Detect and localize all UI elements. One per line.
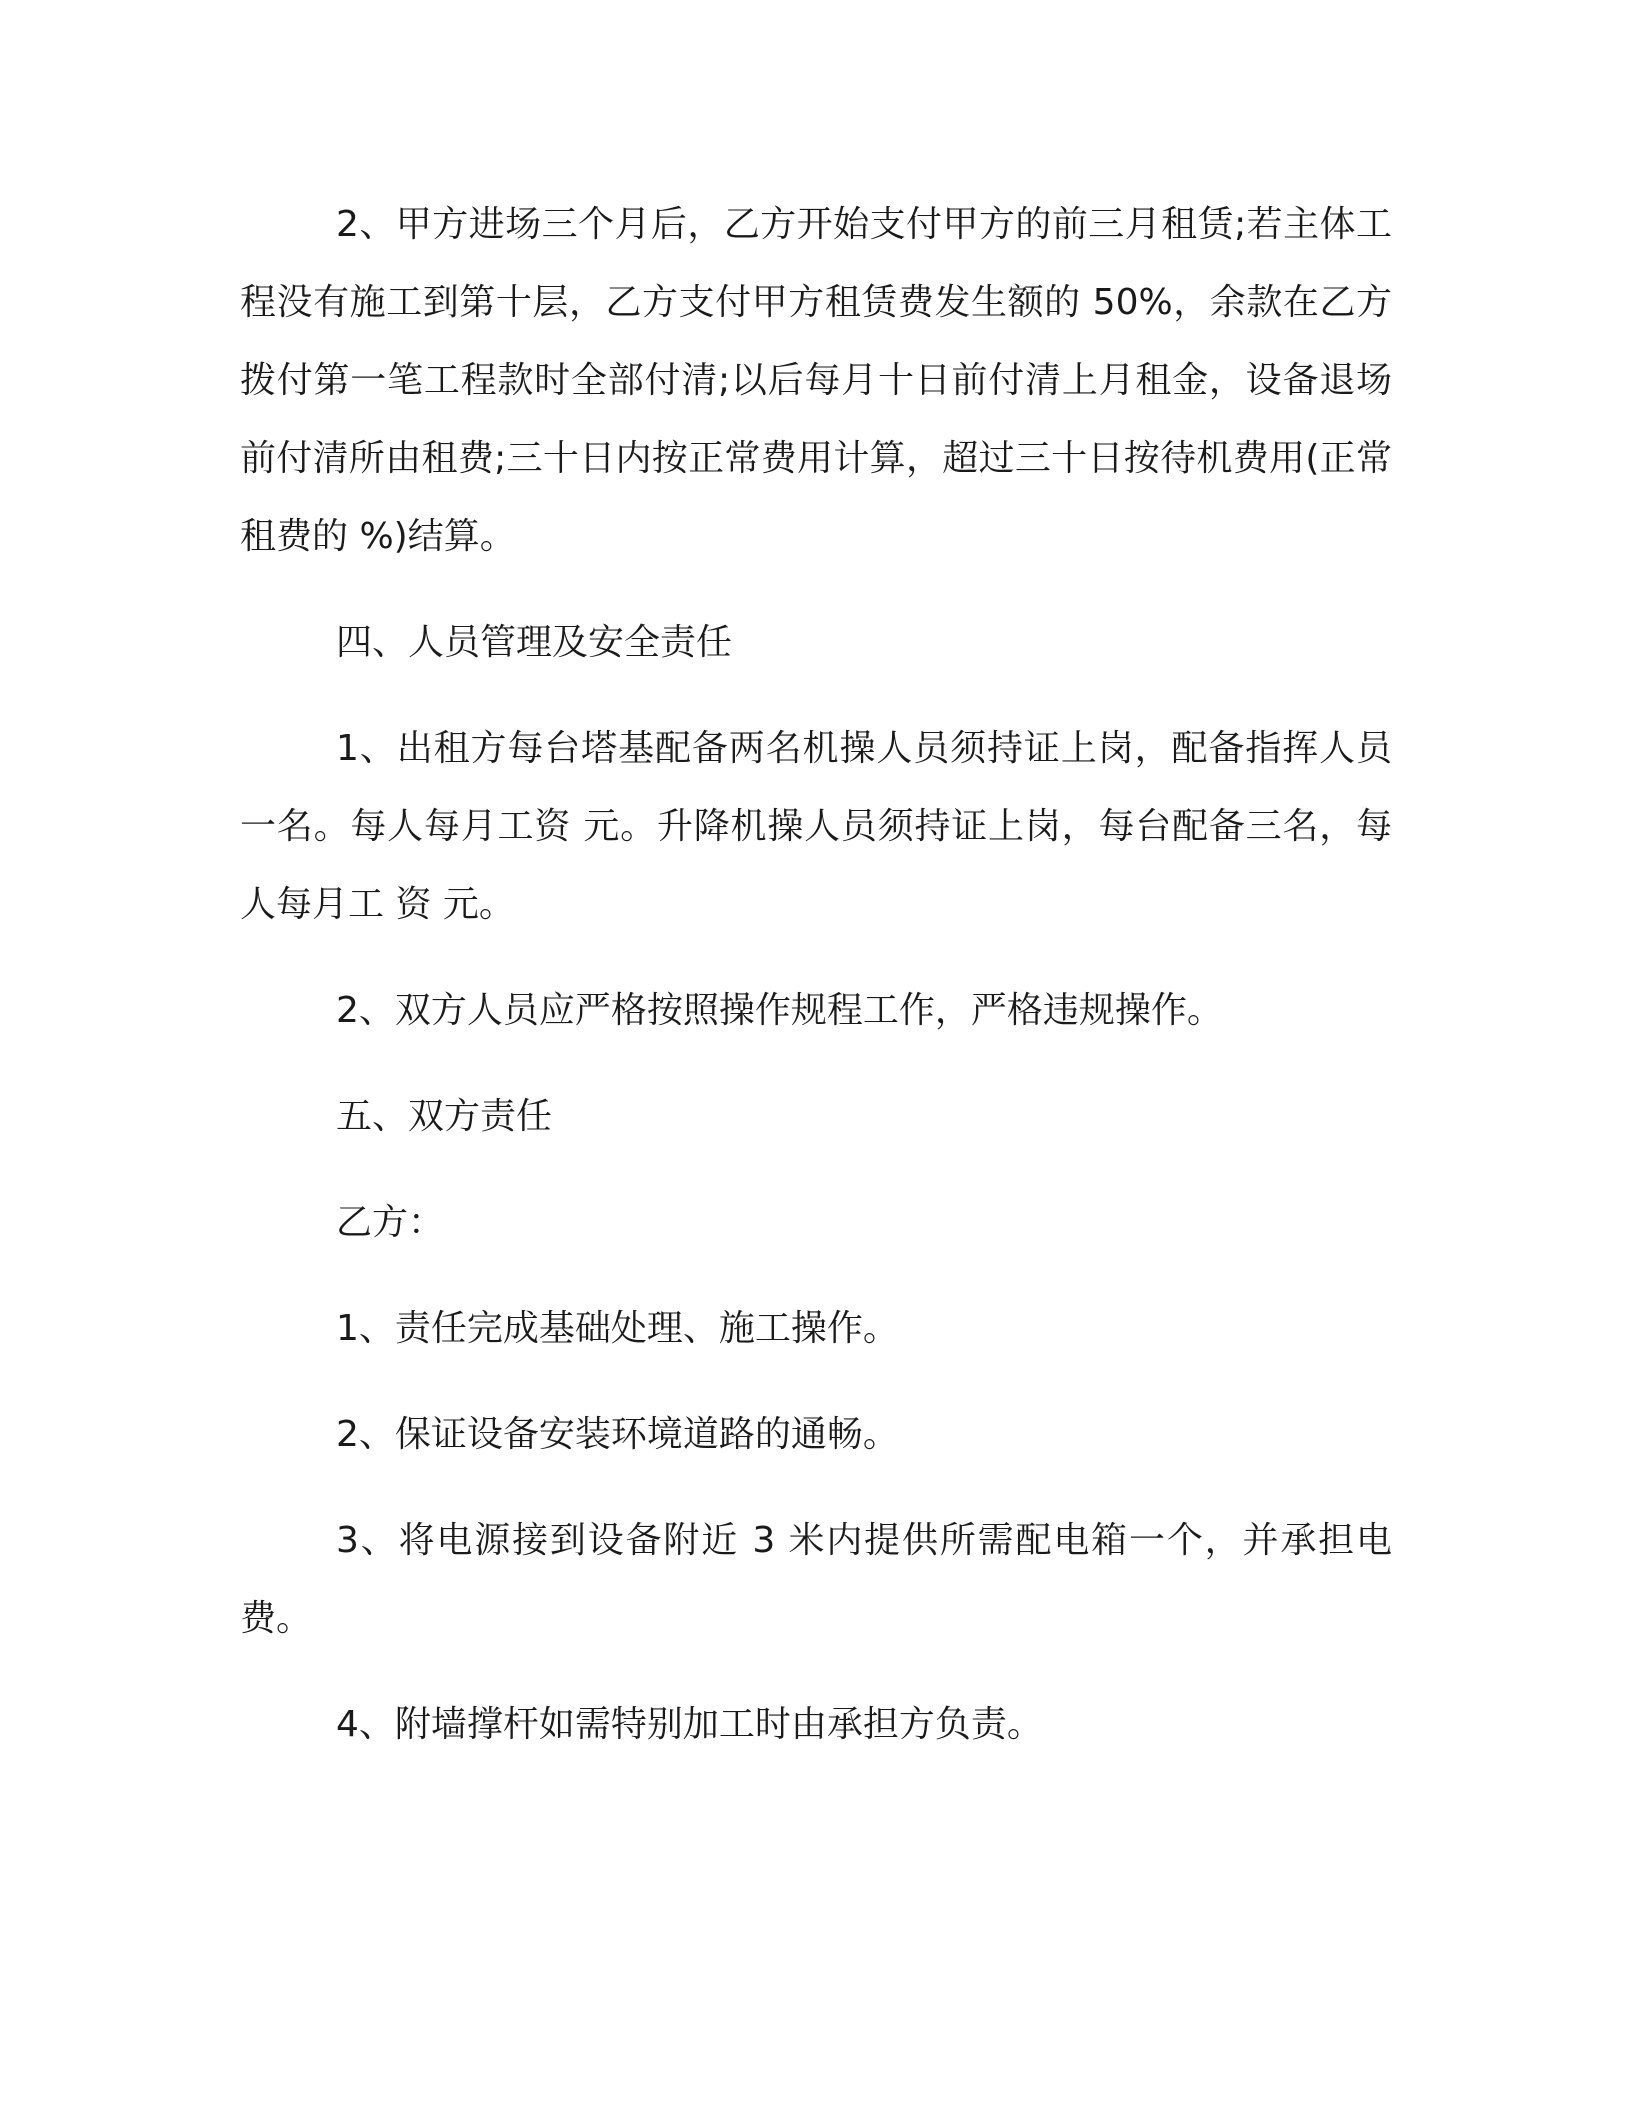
responsibility-clause-3: 3、将电源接到设备附近 3 米内提供所需配电箱一个，并承担电费。 — [240, 1520, 1392, 1639]
responsibility-clause-1: 1、责任完成基础处理、施工操作。 — [336, 1308, 899, 1349]
personnel-clause-1: 1、出租方每台塔基配备两名机操人员须持证上岗，配备指挥人员一名。每人每月工资 元。升降机操人员须持证上岗，每台配备三名，每人每月工 资 元。 — [240, 728, 1392, 925]
section-heading-personnel-safety: 四、人员管理及安全责任 — [336, 622, 733, 663]
responsibility-clause-2: 2、保证设备安装环境道路的通畅。 — [336, 1414, 899, 1455]
party-b-label: 乙方： — [336, 1202, 445, 1243]
responsibility-clause-4: 4、附墙撑杆如需特别加工时由承担方负责。 — [336, 1704, 1043, 1745]
personnel-clause-2: 2、双方人员应严格按照操作规程工作，严格违规操作。 — [336, 990, 1223, 1031]
payment-clause-2: 2、甲方进场三个月后，乙方开始支付甲方的前三月租赁;若主体工程没有施工到第十层，乙方支付甲方租赁费发生额的 50%，余款在乙方拨付第一笔工程款时全部付清;以后每月十日前付清上月租金，设备退场前付清所由租费;三十日内按正常费用计算，超过三十日按待机费用(正常租费的 %)结算。 — [240, 204, 1392, 557]
section-heading-mutual-responsibility: 五、双方责任 — [336, 1096, 553, 1137]
document-body — [240, 186, 1392, 1792]
